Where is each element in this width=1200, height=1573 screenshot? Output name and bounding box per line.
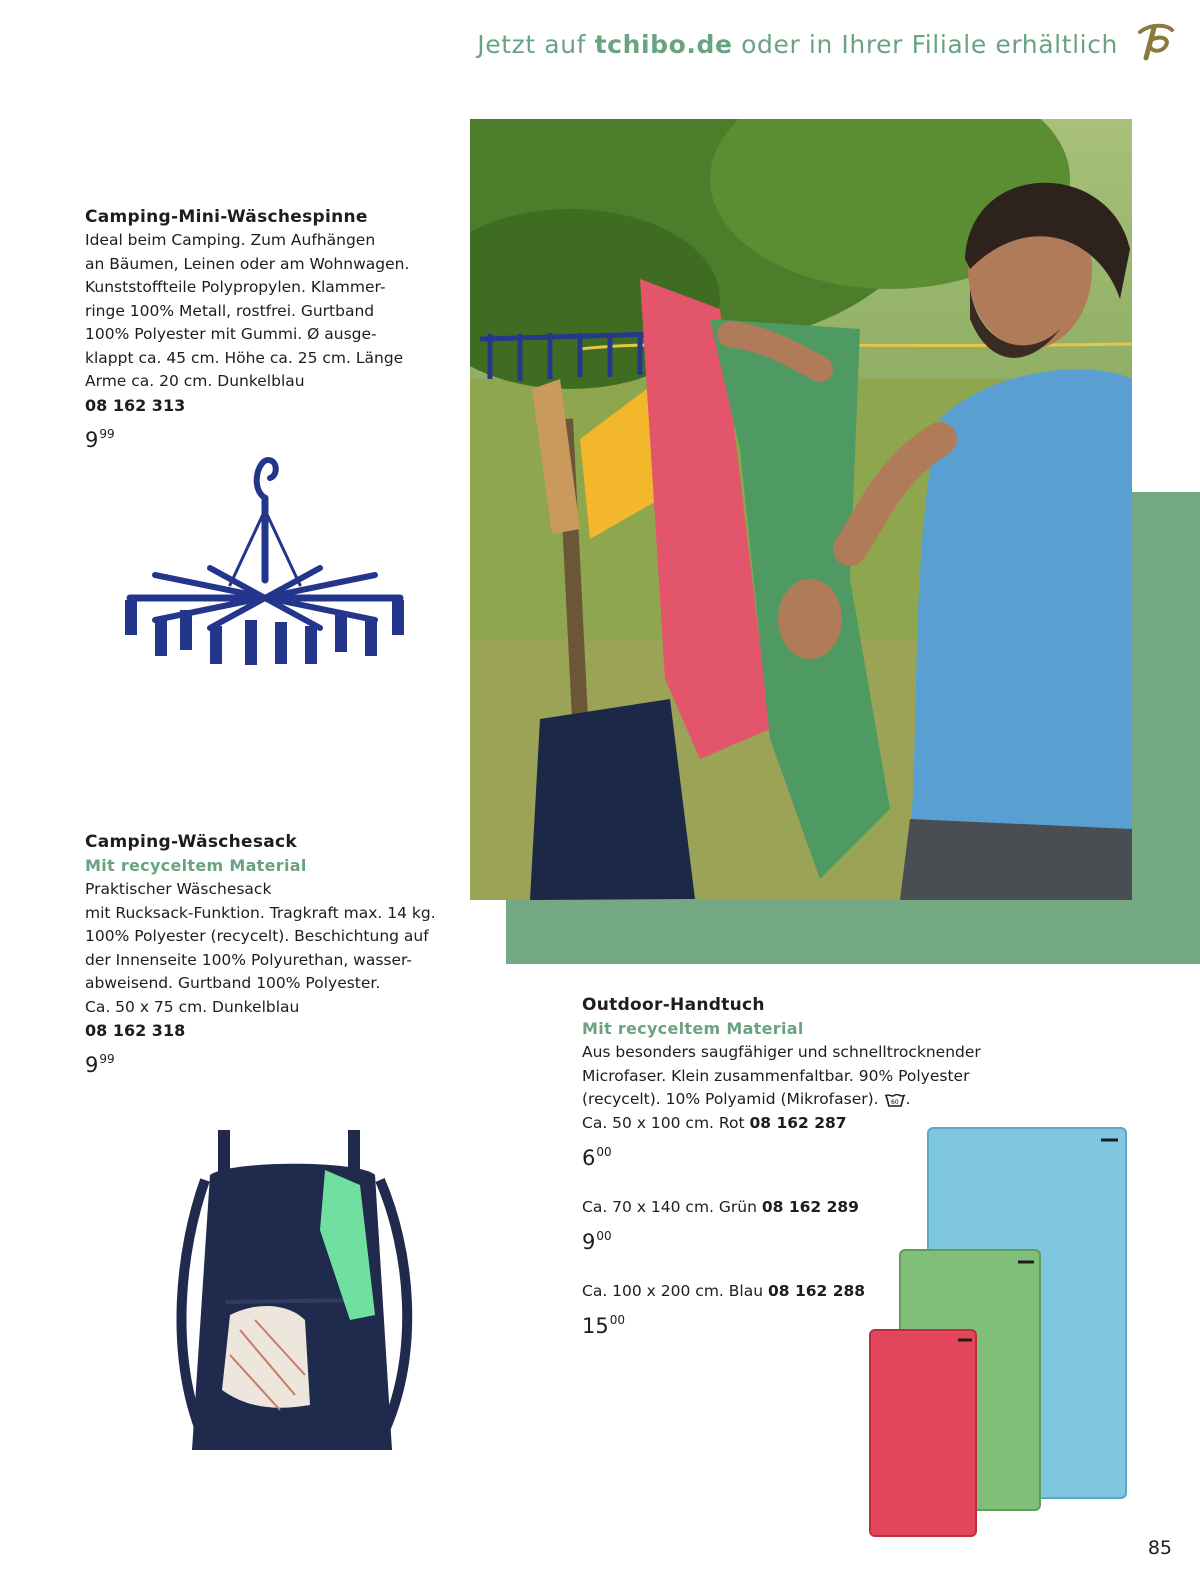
desc-line: 100% Polyester mit Gummi. Ø ausge- [85, 325, 377, 343]
desc-line: (recycelt). 10% Polyamid (Mikrofaser). 60 . [582, 1090, 911, 1108]
article-number: 08 162 289 [761, 1197, 859, 1216]
product-description [582, 1041, 1002, 1112]
article-number: 08 162 313 [85, 395, 186, 415]
desc-line: Praktischer Wäschesack [85, 880, 272, 898]
price-main: 9 [582, 1229, 596, 1254]
product-spinner [85, 205, 465, 452]
price [85, 1047, 485, 1077]
laundry-bag-icon [170, 1130, 420, 1460]
product-title: Outdoor-Handtuch [582, 995, 765, 1015]
desc-line: Kunststoffteile Polypropylen. Klammer- [85, 278, 386, 296]
variant-size: Ca. 100 x 200 cm. Blau 08 162 288 [582, 1281, 866, 1300]
lifestyle-photo [470, 119, 1132, 900]
tchibo-logo-icon [1132, 18, 1178, 64]
price-cents: 00 [596, 1228, 612, 1243]
price-cents: 00 [609, 1312, 626, 1327]
price-cents: 99 [99, 1052, 115, 1066]
article-number: 08 162 318 [85, 1021, 186, 1040]
product-title: Camping-Wäschesack [85, 832, 298, 852]
wash-symbol-icon [884, 1092, 906, 1108]
product-subtitle: Mit recyceltem Material [582, 1019, 804, 1038]
desc-line: klappt ca. 45 cm. Höhe ca. 25 cm. Länge [85, 348, 404, 367]
product-description [85, 878, 485, 1019]
desc-line: Ca. 50 x 75 cm. Dunkelblau [85, 997, 300, 1016]
laundry-spinner-icon [110, 450, 420, 685]
price-cents: 00 [596, 1144, 612, 1159]
desc-line: abweisend. Gurtband 100% Polyester. [85, 974, 381, 992]
product-description [85, 229, 465, 394]
page-number: 85 [1147, 1537, 1172, 1559]
article-number: 08 162 288 [767, 1281, 866, 1300]
variant-size: Ca. 70 x 140 cm. Grün 08 162 289 [582, 1197, 859, 1216]
price [85, 422, 465, 452]
price-main: 9 [85, 427, 99, 452]
product-subtitle: Mit recyceltem Material [85, 856, 307, 875]
desc-line: ringe 100% Metall, rostfrei. Gurtband [85, 301, 375, 320]
header-prefix: Jetzt auf [477, 30, 587, 59]
price-main: 6 [582, 1145, 596, 1170]
variant-size: Ca. 50 x 100 cm. Rot 08 162 287 [582, 1113, 847, 1132]
header-site-link[interactable]: tchibo.de [594, 30, 733, 59]
desc-line: 100% Polyester (recycelt). Beschichtung auf [85, 927, 429, 945]
article-number: 08 162 287 [749, 1113, 847, 1132]
product-title: Camping-Mini-Wäschespinne [85, 207, 368, 227]
availability-header [477, 30, 1118, 59]
desc-line: mit Rucksack-Funktion. Tragkraft max. 14 kg. [85, 903, 436, 922]
towels-icon [866, 1126, 1130, 1542]
desc-line: an Bäumen, Leinen oder am Wohnwagen. [85, 254, 410, 273]
desc-line: Microfaser. Klein zusammenfaltbar. 90% Polyester [582, 1066, 970, 1085]
header-suffix: oder in Ihrer Filiale erhältlich [741, 30, 1118, 59]
price-main: 9 [85, 1053, 99, 1077]
product-laundry-bag [85, 830, 485, 1077]
price-main: 15 [582, 1313, 609, 1338]
desc-line: der Innenseite 100% Polyurethan, wasser- [85, 950, 413, 969]
svg-text:60: 60 [890, 1098, 899, 1106]
desc-line: Aus besonders saugfähiger und schnelltrocknender [582, 1043, 981, 1061]
price-cents: 99 [99, 426, 115, 441]
desc-line: Ideal beim Camping. Zum Aufhängen [85, 231, 376, 249]
desc-line: Arme ca. 20 cm. Dunkelblau [85, 372, 305, 390]
